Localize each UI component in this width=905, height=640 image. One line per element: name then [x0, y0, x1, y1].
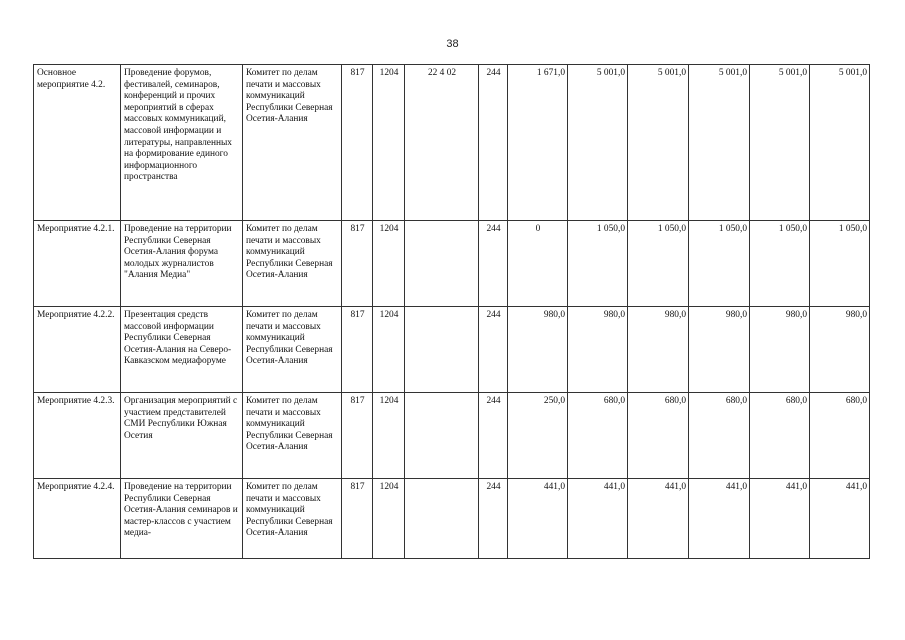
table-row [34, 221, 870, 307]
event-name: Презентация средств массовой информации Республики Северная Осетия-Алания на Северо-Кавказском медиафоруме [121, 307, 243, 393]
csr-code [405, 307, 479, 393]
table-row [34, 65, 870, 221]
event-code: Мероприятие 4.2.3. [34, 393, 121, 479]
rzpr-code: 1204 [373, 307, 405, 393]
amount-cell: 441,0 [628, 479, 689, 559]
amount-cell: 1 671,0 [508, 65, 568, 221]
executor: Комитет по делам печати и массовых коммуникаций Республики Северная Осетия-Алания [243, 393, 342, 479]
amount-cell: 980,0 [628, 307, 689, 393]
amount-cell: 1 050,0 [810, 221, 870, 307]
amount-cell: 441,0 [810, 479, 870, 559]
amount-cell: 680,0 [628, 393, 689, 479]
amount-cell: 441,0 [750, 479, 810, 559]
amount-cell: 1 050,0 [568, 221, 628, 307]
amount-cell: 5 001,0 [750, 65, 810, 221]
grbs-code: 817 [342, 479, 373, 559]
amount-cell: 980,0 [689, 307, 750, 393]
vr-code: 244 [479, 221, 508, 307]
csr-code: 22 4 02 [405, 65, 479, 221]
amount-cell: 980,0 [508, 307, 568, 393]
executor: Комитет по делам печати и массовых коммуникаций Республики Северная Осетия-Алания [243, 479, 342, 559]
event-name: Проведение на территории Республики Северная Осетия-Алания форума молодых журналистов "Алания Медиа" [121, 221, 243, 307]
amount-cell: 5 001,0 [568, 65, 628, 221]
csr-code [405, 479, 479, 559]
event-name: Организация мероприятий с участием представителей СМИ Республики Южная Осетия [121, 393, 243, 479]
amount-cell: 1 050,0 [750, 221, 810, 307]
page-number: 38 [446, 38, 459, 50]
amount-cell: 5 001,0 [689, 65, 750, 221]
amount-cell: 980,0 [810, 307, 870, 393]
executor: Комитет по делам печати и массовых коммуникаций Республики Северная Осетия-Алания [243, 221, 342, 307]
event-code: Основное мероприятие 4.2. [34, 65, 121, 221]
amount-cell: 441,0 [568, 479, 628, 559]
vr-code: 244 [479, 393, 508, 479]
amount-cell: 680,0 [689, 393, 750, 479]
grbs-code: 817 [342, 221, 373, 307]
rzpr-code: 1204 [373, 221, 405, 307]
amount-cell: 980,0 [568, 307, 628, 393]
rzpr-code: 1204 [373, 479, 405, 559]
amount-cell: 680,0 [750, 393, 810, 479]
amount-cell: 441,0 [689, 479, 750, 559]
executor: Комитет по делам печати и массовых коммуникаций Республики Северная Осетия-Алания [243, 307, 342, 393]
table-row [34, 307, 870, 393]
vr-code: 244 [479, 307, 508, 393]
table-row [34, 393, 870, 479]
amount-cell: 5 001,0 [628, 65, 689, 221]
vr-code: 244 [479, 65, 508, 221]
executor: Комитет по делам печати и массовых коммуникаций Республики Северная Осетия-Алания [243, 65, 342, 221]
event-code: Мероприятие 4.2.2. [34, 307, 121, 393]
csr-code [405, 393, 479, 479]
amount-cell: 980,0 [750, 307, 810, 393]
rzpr-code: 1204 [373, 65, 405, 221]
event-name: Проведение форумов, фестивалей, семинаров, конференций и прочих мероприятий в сферах массовых коммуникаций, массовой информации и литературы, направленных на формирование единого информационного пространства [121, 65, 243, 221]
amount-cell: 1 050,0 [689, 221, 750, 307]
amount-cell: 1 050,0 [628, 221, 689, 307]
rzpr-code: 1204 [373, 393, 405, 479]
vr-code: 244 [479, 479, 508, 559]
grbs-code: 817 [342, 65, 373, 221]
csr-code [405, 221, 479, 307]
amount-cell: 441,0 [508, 479, 568, 559]
budget-table [33, 64, 870, 559]
amount-cell: 250,0 [508, 393, 568, 479]
grbs-code: 817 [342, 307, 373, 393]
table-row [34, 479, 870, 559]
event-name: Проведение на территории Республики Северная Осетия-Алания семинаров и мастер-классов с участием медиа- [121, 479, 243, 559]
amount-cell: 680,0 [568, 393, 628, 479]
amount-cell: 5 001,0 [810, 65, 870, 221]
event-code: Мероприятие 4.2.1. [34, 221, 121, 307]
amount-cell: 0 [508, 221, 568, 307]
grbs-code: 817 [342, 393, 373, 479]
amount-cell: 680,0 [810, 393, 870, 479]
event-code: Мероприятие 4.2.4. [34, 479, 121, 559]
